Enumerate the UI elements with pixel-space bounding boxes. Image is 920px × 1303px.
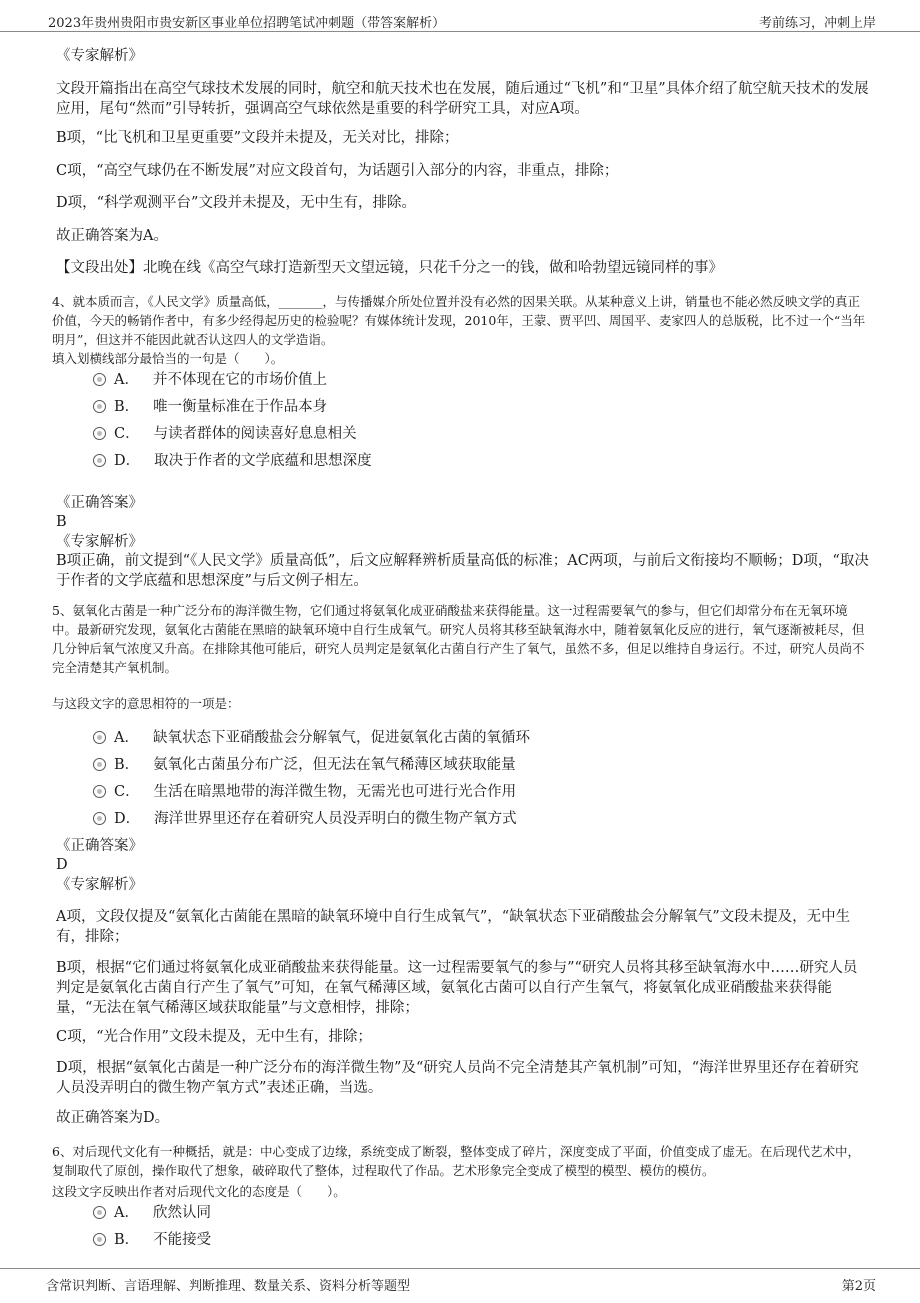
- q6-prompt: 这段文字反映出作者对后现代文化的态度是（ ）。: [52, 1184, 346, 1199]
- document-title: 2023年贵州贵阳市贵安新区事业单位招聘笔试冲刺题（带答案解析）: [48, 16, 446, 31]
- radio-icon[interactable]: [93, 785, 106, 798]
- q3-conclusion: 故正确答案为A。: [56, 228, 168, 244]
- q4-option-b[interactable]: B． 唯一衡量标准在于作品本身: [93, 397, 327, 417]
- q5-option-a[interactable]: A． 缺氧状态下亚硝酸盐会分解氧气，促进氨氧化古菌的氧循环: [93, 728, 530, 748]
- q5-option-b-analysis: B项，根据“它们通过将氨氧化成亚硝酸盐来获得能量。这一过程需要氧气的参与”“研究人员将其移至缺氧海水中……研究人员判定是氨氧化古菌自行产生了氧气”可知，在氧气稀薄区域，氨氧化古菌可以自行产生氧气，将氨氧化成亚硝酸盐来获得能量，“无法在氧气稀薄区域获取能量”与文意相悖，排除；: [56, 960, 858, 1016]
- q5-answer-label: 《正确答案》: [56, 838, 143, 854]
- radio-icon[interactable]: [93, 454, 106, 467]
- radio-icon[interactable]: [93, 427, 106, 440]
- page-header: [0, 0, 920, 32]
- q5-stem: 5、氨氧化古菌是一种广泛分布的海洋微生物，它们通过将氨氧化成亚硝酸盐来获得能量。这一过程需要氧气的参与，但它们却常分布在无氧环境中。最新研究发现，氨氧化古菌能在黑暗的缺氧环境中自行生成氧气。研究人员将其移至缺氧海水中，随着氨氧化反应的进行，氧气逐渐被耗尽，但几分钟后氧气浓度又升高。在排除其他可能后，研究人员判定是氨氧化古菌自行产生了氧气，虽然不多，但足以维持自身运行。不过，研究人员尚不完全清楚其产氧机制。: [52, 603, 865, 675]
- q3-option-b-analysis: B项，“比飞机和卫星更重要”文段并未提及，无关对比，排除；: [56, 130, 459, 146]
- q5-expert-label: 《专家解析》: [56, 877, 143, 893]
- q5-option-c-analysis: C项，“光合作用”文段未提及，无中生有，排除；: [56, 1029, 372, 1045]
- radio-icon[interactable]: [93, 1206, 106, 1219]
- q5-option-d-analysis: D项，根据“氨氧化古菌是一种广泛分布的海洋微生物”及“研究人员尚不完全清楚其产氧机制”可知，“海洋世界里还存在着研究人员没弄明白的微生物产氧方式”表述正确，当选。: [56, 1060, 859, 1096]
- radio-icon[interactable]: [93, 758, 106, 771]
- q6-option-a[interactable]: A． 欣然认同: [93, 1203, 211, 1223]
- q4-option-c[interactable]: C． 与读者群体的阅读喜好息息相关: [93, 424, 357, 444]
- q5-answer: D: [56, 857, 68, 873]
- header-slogan: 考前练习，冲刺上岸: [758, 16, 876, 31]
- q5-option-c[interactable]: C． 生活在暗黑地带的海洋微生物，无需光也可进行光合作用: [93, 782, 516, 802]
- q5-option-a-analysis: A项，文段仅提及“氨氧化古菌能在黑暗的缺氧环境中自行生成氧气”，“缺氧状态下亚硝酸盐会分解氧气”文段未提及，无中生有，排除；: [56, 909, 851, 945]
- page-footer: [0, 1268, 920, 1303]
- q6-stem: 6、对后现代文化有一种概括，就是：中心变成了边缘，系统变成了断裂，整体变成了碎片，深度变成了平面，价值变成了虚无。在后现代艺术中，复制取代了原创，操作取代了想象，破碎取代了整体，过程取代了作品。艺术形象完全变成了模型的模型、模仿的模仿。: [52, 1144, 860, 1178]
- q3-option-d-analysis: D项，“科学观测平台”文段并未提及，无中生有，排除。: [56, 195, 416, 211]
- q4-analysis: B项正确，前文提到“《人民文学》质量高低”，后文应解释辨析质量高低的标准；AC两项，与前后文衔接均不顺畅；D项，“取决于作者的文学底蕴和思想深度”与后文例子相左。: [56, 553, 869, 589]
- radio-icon[interactable]: [93, 400, 106, 413]
- q3-expert-label: 《专家解析》: [56, 48, 143, 64]
- q4-expert-label: 《专家解析》: [56, 534, 143, 550]
- q4-option-d[interactable]: D． 取决于作者的文学底蕴和思想深度: [93, 451, 372, 471]
- page-number: 第2页: [841, 1279, 876, 1294]
- q3-analysis: 文段开篇指出在高空气球技术发展的同时，航空和航天技术也在发展，随后通过“飞机”和“卫星”具体介绍了航空航天技术的发展应用，尾句“然而”引导转折，强调高空气球依然是重要的科学研究工具，对应A项。: [56, 81, 869, 117]
- q4-answer: B: [56, 514, 67, 530]
- q5-option-b[interactable]: B． 氨氧化古菌虽分布广泛，但无法在氧气稀薄区域获取能量: [93, 755, 516, 775]
- footer-description: 含常识判断、言语理解、判断推理、数量关系、资料分析等题型: [46, 1279, 411, 1294]
- radio-icon[interactable]: [93, 731, 106, 744]
- q5-option-d[interactable]: D． 海洋世界里还存在着研究人员没弄明白的微生物产氧方式: [93, 809, 517, 829]
- radio-icon[interactable]: [93, 1233, 106, 1246]
- radio-icon[interactable]: [93, 812, 106, 825]
- q6-option-b[interactable]: B． 不能接受: [93, 1230, 211, 1250]
- q5-conclusion: 故正确答案为D。: [56, 1110, 170, 1126]
- radio-icon[interactable]: [93, 373, 106, 386]
- q4-stem: 4、就本质而言，《人民文学》质量高低，_______，与传播媒介所处位置并没有必然的因果关联。从某种意义上讲，销量也不能必然反映文学的真正价值，今天的畅销作者中，有多少经得起历史的检验呢？有媒体统计发现，2010年，王蒙、贾平凹、周国平、麦家四人的总版税，比不过一个“当年明月”，但这并不能因此就否认这四人的文学造诣。: [52, 294, 866, 347]
- q4-option-a[interactable]: A． 并不体现在它的市场价值上: [93, 370, 327, 390]
- q5-prompt: 与这段文字的意思相符的一项是：: [52, 696, 240, 711]
- q4-prompt: 填入划横线部分最恰当的一句是（ ）。: [52, 351, 284, 366]
- q3-source: 【文段出处】北晚在线《高空气球打造新型天文望远镜，只花千分之一的钱，做和哈勃望远镜同样的事》: [56, 260, 723, 276]
- q3-option-c-analysis: C项，“高空气球仍在不断发展”对应文段首句，为话题引入部分的内容，非重点，排除；: [56, 163, 619, 179]
- q4-answer-label: 《正确答案》: [56, 495, 143, 511]
